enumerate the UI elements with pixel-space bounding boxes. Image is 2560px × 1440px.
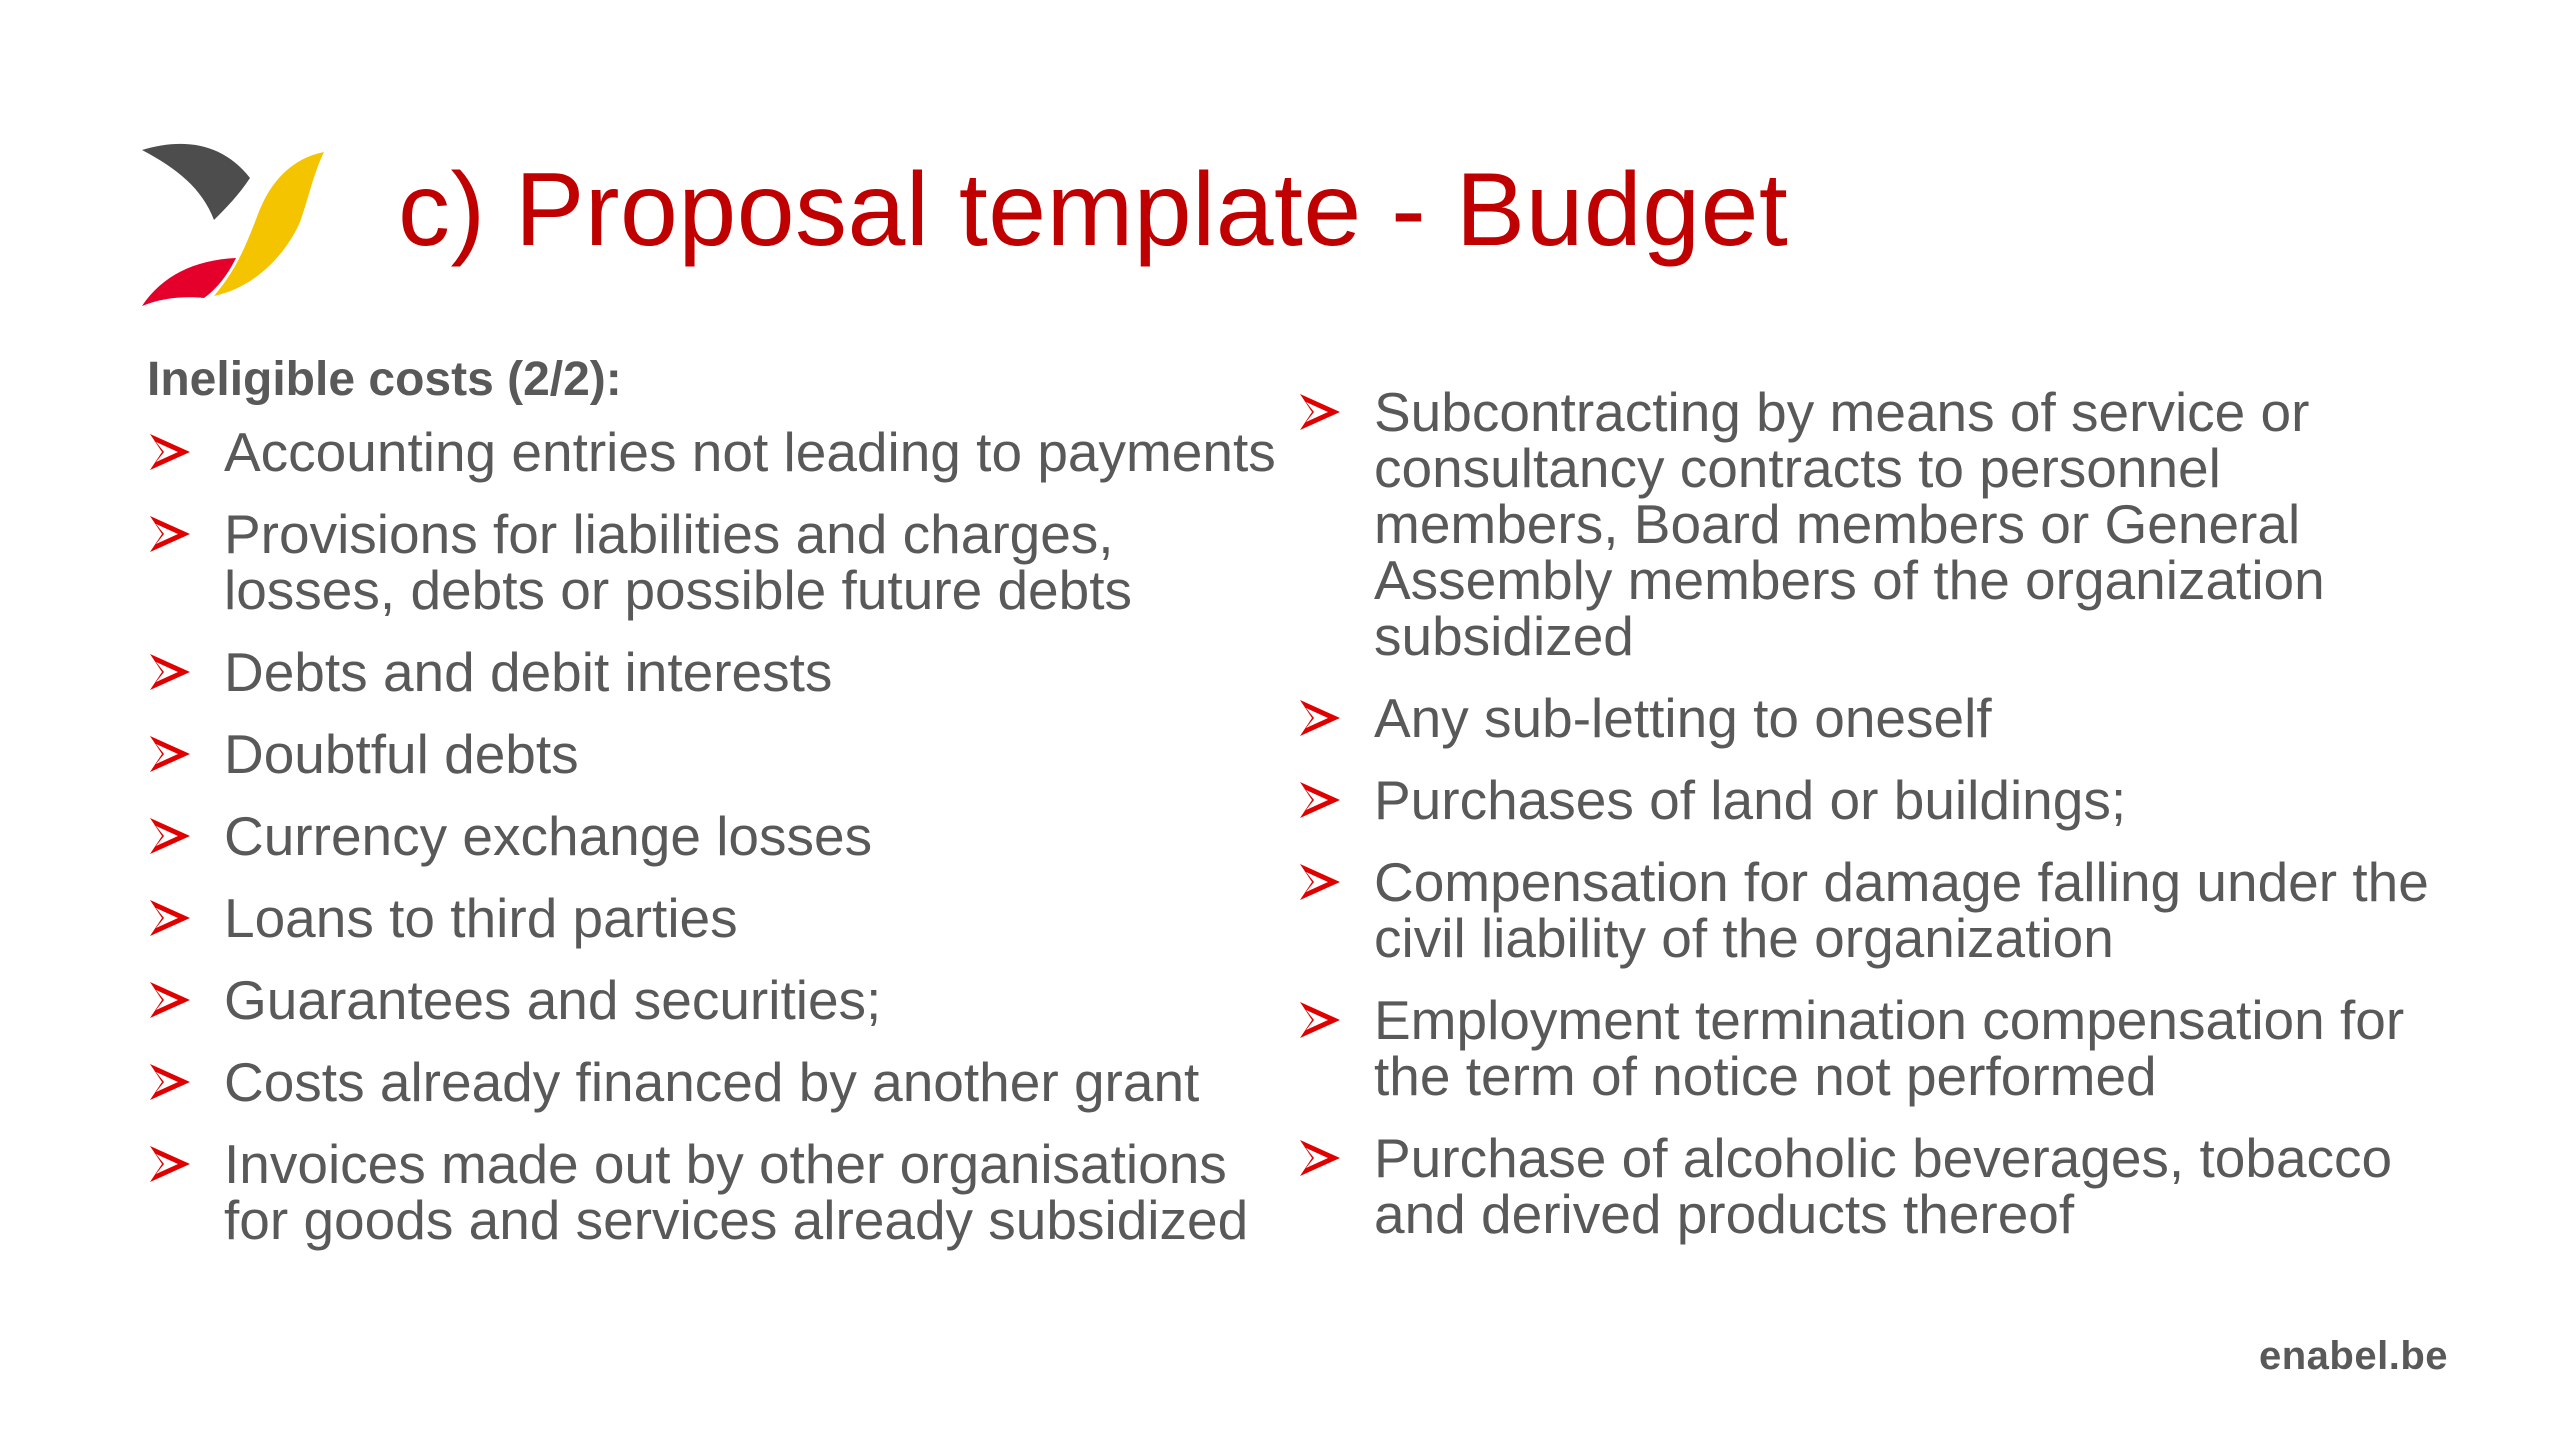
logo-gray-shape (142, 144, 250, 220)
list-item (148, 421, 1278, 483)
bullet-text: Compensation for damage falling under the civil liability of the organization (1374, 851, 2429, 969)
slide-title: c) Proposal template - Budget (398, 152, 1789, 268)
bullet-text: Provisions for liabilities and charges, losses, debts or possible future debts (224, 503, 1133, 621)
arrow-bullet-icon (148, 514, 192, 554)
arrow-bullet-icon (148, 980, 192, 1020)
bullet-text: Any sub-letting to oneself (1374, 687, 1992, 749)
list-item (148, 969, 1278, 1031)
bullet-text: Purchases of land or buildings; (1374, 769, 2127, 831)
bullet-text: Loans to third parties (224, 887, 738, 949)
list-item (148, 1051, 1278, 1113)
logo-red-shape (142, 258, 236, 306)
arrow-bullet-icon (148, 816, 192, 856)
bullet-text: Currency exchange losses (224, 805, 873, 867)
list-item (1298, 1127, 2438, 1245)
list-item (1298, 989, 2438, 1107)
list-item (148, 805, 1278, 867)
arrow-bullet-icon (148, 1144, 192, 1184)
list-item (1298, 851, 2438, 969)
list-item (148, 503, 1278, 621)
left-bullet-list (148, 421, 1278, 1274)
arrow-bullet-icon (1298, 698, 1342, 738)
section-subheading: Ineligible costs (2/2): (147, 353, 622, 406)
bullet-text: Employment termination compensation for the term of notice not performed (1374, 989, 2405, 1107)
list-item (148, 1133, 1278, 1251)
arrow-bullet-icon (1298, 1000, 1342, 1040)
bullet-text: Accounting entries not leading to payments (224, 421, 1276, 483)
list-item (148, 723, 1278, 785)
list-item (1298, 381, 2438, 667)
right-bullet-list (1298, 381, 2438, 1268)
bullet-text: Costs already financed by another grant (224, 1051, 1200, 1113)
arrow-bullet-icon (1298, 1138, 1342, 1178)
enabel-logo (142, 138, 324, 306)
bullet-text: Doubtful debts (224, 723, 579, 785)
arrow-bullet-icon (1298, 862, 1342, 902)
list-item (1298, 769, 2438, 831)
list-item (148, 641, 1278, 703)
arrow-bullet-icon (148, 652, 192, 692)
arrow-bullet-icon (148, 734, 192, 774)
bullet-text: Guarantees and securities; (224, 969, 882, 1031)
bullet-text: Debts and debit interests (224, 641, 833, 703)
arrow-bullet-icon (148, 898, 192, 938)
list-item (1298, 687, 2438, 749)
footer-website: enabel.be (2258, 1334, 2448, 1378)
arrow-bullet-icon (1298, 780, 1342, 820)
bullet-text: Subcontracting by means of service or consultancy contracts to personnel members, Board members or General Assembly members of the organization subsidized (1374, 381, 2325, 667)
arrow-bullet-icon (148, 1062, 192, 1102)
bullet-text: Invoices made out by other organisations for goods and services already subsidized (224, 1133, 1249, 1251)
arrow-bullet-icon (148, 432, 192, 472)
arrow-bullet-icon (1298, 392, 1342, 432)
list-item (148, 887, 1278, 949)
bullet-text: Purchase of alcoholic beverages, tobacco and derived products thereof (1374, 1127, 2393, 1245)
